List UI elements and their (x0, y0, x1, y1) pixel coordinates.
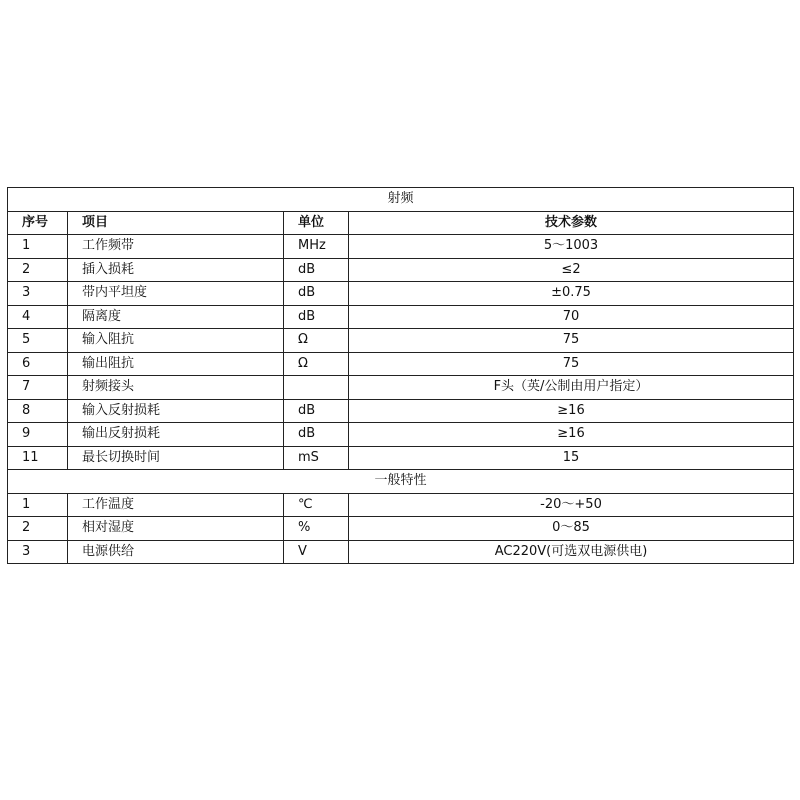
table-row (8, 446, 794, 470)
cell-no: 7 (8, 376, 68, 400)
cell-item: 输入反射损耗 (68, 399, 284, 423)
spec-table (7, 187, 794, 564)
cell-value: ±0.75 (349, 282, 794, 306)
cell-no: 5 (8, 329, 68, 353)
cell-unit: Ω (284, 329, 349, 353)
table-row (8, 352, 794, 376)
section-header-general (8, 470, 794, 494)
cell-item: 带内平坦度 (68, 282, 284, 306)
cell-item: 隔离度 (68, 305, 284, 329)
cell-item: 插入损耗 (68, 258, 284, 282)
table-row (8, 305, 794, 329)
cell-value: 70 (349, 305, 794, 329)
header-no: 序号 (8, 211, 68, 235)
cell-unit: mS (284, 446, 349, 470)
cell-no: 3 (8, 540, 68, 564)
cell-no: 1 (8, 235, 68, 259)
cell-no: 9 (8, 423, 68, 447)
cell-no: 4 (8, 305, 68, 329)
table-row (8, 423, 794, 447)
cell-no: 3 (8, 282, 68, 306)
table-row (8, 235, 794, 259)
cell-no: 2 (8, 258, 68, 282)
section-header-rf (8, 188, 794, 212)
cell-unit: % (284, 517, 349, 541)
cell-no: 6 (8, 352, 68, 376)
cell-unit: dB (284, 282, 349, 306)
cell-value: ≥16 (349, 423, 794, 447)
table-row (8, 282, 794, 306)
cell-value: ≤2 (349, 258, 794, 282)
section-title: 射频 (8, 188, 794, 212)
cell-value: 0～85 (349, 517, 794, 541)
header-value: 技术参数 (349, 211, 794, 235)
cell-unit: dB (284, 305, 349, 329)
cell-unit (284, 376, 349, 400)
cell-no: 2 (8, 517, 68, 541)
table-row (8, 540, 794, 564)
cell-no: 1 (8, 493, 68, 517)
section-title: 一般特性 (8, 470, 794, 494)
table-row (8, 376, 794, 400)
cell-item: 输出反射损耗 (68, 423, 284, 447)
table-row (8, 329, 794, 353)
cell-item: 射频接头 (68, 376, 284, 400)
table-row (8, 258, 794, 282)
cell-item: 电源供给 (68, 540, 284, 564)
header-item: 项目 (68, 211, 284, 235)
cell-value: AC220V(可选双电源供电) (349, 540, 794, 564)
cell-no: 11 (8, 446, 68, 470)
cell-value: 5～1003 (349, 235, 794, 259)
cell-unit: dB (284, 399, 349, 423)
cell-item: 相对湿度 (68, 517, 284, 541)
cell-unit: dB (284, 423, 349, 447)
cell-unit: ℃ (284, 493, 349, 517)
cell-value: ≥16 (349, 399, 794, 423)
spec-table-body (8, 188, 794, 564)
column-header-row (8, 211, 794, 235)
table-row (8, 493, 794, 517)
cell-value: 15 (349, 446, 794, 470)
cell-value: 75 (349, 329, 794, 353)
cell-item: 输出阻抗 (68, 352, 284, 376)
header-unit: 单位 (284, 211, 349, 235)
cell-item: 输入阻抗 (68, 329, 284, 353)
cell-value: 75 (349, 352, 794, 376)
cell-item: 工作频带 (68, 235, 284, 259)
cell-value: -20～+50 (349, 493, 794, 517)
cell-item: 工作温度 (68, 493, 284, 517)
table-row (8, 517, 794, 541)
table-row (8, 399, 794, 423)
cell-item: 最长切换时间 (68, 446, 284, 470)
cell-unit: MHz (284, 235, 349, 259)
cell-no: 8 (8, 399, 68, 423)
cell-unit: dB (284, 258, 349, 282)
cell-value: F头（英/公制由用户指定） (349, 376, 794, 400)
cell-unit: Ω (284, 352, 349, 376)
cell-unit: V (284, 540, 349, 564)
